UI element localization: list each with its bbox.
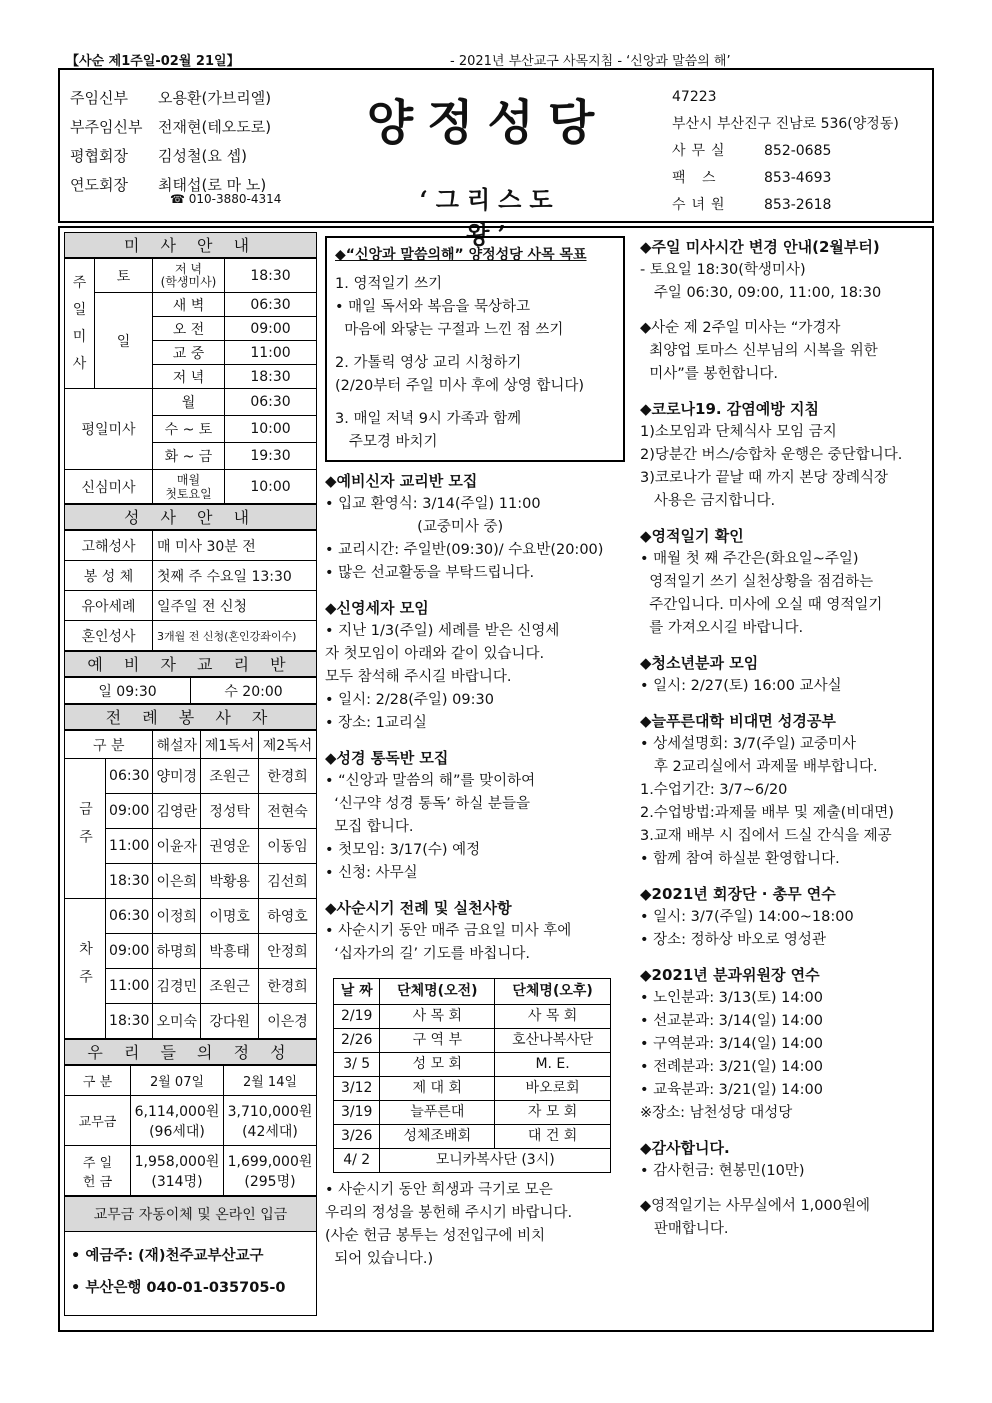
mass-time: 06:30 [225, 389, 317, 416]
notice-line: 1.수업기간: 3/7~6/20 [640, 782, 788, 798]
lent-group: 바오로회 [495, 1077, 611, 1101]
address-block [672, 84, 899, 219]
lent-date: 2/19 [334, 1005, 380, 1029]
notice-line: 3)코로나가 끝날 때 까지 본당 장례식장 [640, 470, 889, 486]
parish-title: 양정성당 [366, 95, 609, 151]
lent-date: 3/26 [334, 1125, 380, 1149]
notice-line: 주일 06:30, 09:00, 11:00, 18:30 [640, 285, 882, 301]
server-name: 이은희 [153, 864, 201, 899]
notice-heading: ◆신영세자 모임 [325, 599, 429, 617]
devotion-mass-label: 신심미사 [65, 470, 153, 504]
contact-label: 수녀원 [672, 197, 731, 213]
notice-line: • 일시: 2/27(토) 16:00 교사실 [640, 678, 842, 694]
lent-date: 2/26 [334, 1029, 380, 1053]
notice-line: 영적일기 쓰기 실천상황을 점검하는 [640, 574, 874, 590]
sacrament-info: 3개월 전 신청(혼인강좌이수) [153, 621, 317, 651]
col-header: 구 분 [65, 1066, 131, 1096]
lent-group: 모니카복사단 (3시) [380, 1149, 611, 1173]
person-name: 오용환(가브리엘) [158, 89, 272, 107]
notice-line: • 사순시기 동안 매주 금요일 미사 후에 [325, 923, 572, 939]
server-name: 박흥태 [201, 934, 259, 969]
lent-note-line: (사순 헌금 봉투는 성전입구에 비치 [325, 1228, 546, 1244]
notice-line: 모두 참석해 주시길 바랍니다. [325, 669, 512, 685]
mass-time: 10:00 [225, 470, 317, 504]
server-name: 하명희 [153, 934, 201, 969]
sacrament-name: 고해성사 [65, 531, 153, 561]
left-column [64, 232, 317, 1316]
parish-patron: ‘그리스도 왕’ [419, 185, 561, 249]
bulletin-date: 【사순 제1주일-02월 21일】 [66, 54, 240, 69]
notice-list [325, 470, 625, 966]
right-column [640, 236, 936, 1253]
class-time: 일 09:30 [65, 678, 191, 704]
sacrament-info: 일주일 전 신청 [153, 591, 317, 621]
contact-number: 853-4693 [764, 170, 832, 186]
notice-section [640, 525, 936, 640]
server-name: 이명호 [201, 899, 259, 934]
notice-line: 사용은 금지합니다. [640, 493, 776, 509]
clergy-list [70, 84, 281, 206]
notice-line: ◆영적일기는 사무실에서 1,000원에 [640, 1198, 870, 1214]
notice-line: • 노인분과: 3/13(토) 14:00 [640, 990, 823, 1006]
notice-line: ‘신구약 성경 통독’ 하실 분들을 [325, 796, 530, 812]
mass-header: 미 사 안 내 [64, 232, 317, 258]
goal-item: (2/20부터 주일 미사 후에 상영 합니다) [335, 378, 585, 394]
notice-heading: ◆예비신자 교리반 모집 [325, 472, 478, 490]
server-name: 한경희 [259, 759, 317, 794]
server-name: 김경민 [153, 969, 201, 1004]
lent-note-line: 우리의 정성을 봉헌해 주시기 바랍니다. [325, 1205, 573, 1221]
mass-type: 오 전 [153, 317, 225, 341]
pastoral-goal-box [325, 236, 625, 462]
mass-time: 11:00 [225, 341, 317, 365]
notice-line: (교중미사 중) [325, 519, 504, 535]
notice-heading: ◆감사합니다. [640, 1139, 730, 1157]
col-header: 제1독서 [201, 731, 259, 759]
weekday: 수 ~ 토 [153, 416, 225, 443]
col-header: 날 짜 [334, 979, 380, 1005]
server-name: 이정희 [153, 899, 201, 934]
notice-line: 주간입니다. 미사에 오실 때 영적일기 [640, 597, 883, 613]
notice-section [325, 470, 625, 585]
lent-group: 제 대 회 [380, 1077, 495, 1101]
mass-time: 06:30 [106, 759, 153, 794]
saturday-label: 토 [95, 259, 153, 293]
notice-section [325, 897, 625, 966]
offering-amount: 6,114,000원 (96세대) [131, 1096, 224, 1146]
catechumen-header: 예 비 자 교 리 반 [64, 651, 317, 677]
notice-heading: ◆주일 미사시간 변경 안내(2월부터) [640, 238, 880, 256]
offering-table [64, 1065, 317, 1196]
contact-number: 852-0685 [764, 143, 832, 159]
notice-heading: ◆늘푸른대학 비대면 성경공부 [640, 712, 836, 730]
col-header: 2월 07일 [131, 1066, 224, 1096]
goal-item: 주모경 바치기 [335, 434, 438, 450]
notice-line: • “신앙과 말씀의 해”를 맞이하여 [325, 773, 536, 789]
notice-heading: ◆청소년분과 모임 [640, 654, 759, 672]
server-name: 김영란 [153, 794, 201, 829]
offering-type: 주 일 헌 금 [65, 1146, 131, 1196]
offering-amount: 1,958,000원 (314명) [131, 1146, 224, 1196]
notice-line: 자 첫모임이 아래와 같이 있습니다. [325, 646, 545, 662]
notice-line: • 상세설명회: 3/7(주일) 교중미사 [640, 736, 856, 752]
goal-list [335, 273, 615, 454]
server-name: 이은경 [259, 1004, 317, 1039]
server-name: 안정희 [259, 934, 317, 969]
notice-heading: ◆성경 통독반 모집 [325, 749, 449, 767]
notice-line: ‘십자가의 길’ 기도를 바칩니다. [325, 946, 530, 962]
weekday-mass-label: 평일미사 [65, 389, 153, 470]
notice-line: • 첫모임: 3/17(수) 예정 [325, 842, 481, 858]
lent-group: M. E. [495, 1053, 611, 1077]
goal-item: 1. 영적일기 쓰기 [335, 276, 443, 292]
lent-group: 성 모 회 [380, 1053, 495, 1077]
diocese-motto: - 2021년 부산교구 사목지침 - ‘신앙과 말씀의 해’ [450, 54, 731, 69]
server-name: 이동임 [259, 829, 317, 864]
notice-section [640, 317, 936, 386]
role-label: 주임신부 [70, 89, 128, 107]
notice-line: • 매월 첫 째 주간은(화요일~주일) [640, 551, 859, 567]
sunday-mass-label: 주 일 미 사 [65, 259, 95, 389]
notice-line: - 토요일 18:30(학생미사) [640, 262, 806, 278]
mass-time: 06:30 [225, 293, 317, 317]
lent-date: 3/19 [334, 1101, 380, 1125]
sacrament-name: 유아세례 [65, 591, 153, 621]
sacrament-name: 혼인성사 [65, 621, 153, 651]
notice-line: • 교육분과: 3/21(일) 14:00 [640, 1082, 823, 1098]
offering-header: 우 리 들 의 정 성 [64, 1039, 317, 1065]
notice-section [325, 747, 625, 885]
notice-section [325, 597, 625, 735]
contact-label: 팩 스 [672, 170, 722, 186]
role-label: 평협회장 [70, 147, 128, 165]
lent-group: 늘푸른대 [380, 1101, 495, 1125]
server-name: 박황용 [201, 864, 259, 899]
notice-line: • 감사헌금: 현봉민(10만) [640, 1163, 805, 1179]
top-line [58, 48, 934, 68]
server-name: 이윤자 [153, 829, 201, 864]
mass-time: 18:30 [225, 365, 317, 389]
lent-group: 사 목 회 [495, 1005, 611, 1029]
col-header: 해설자 [153, 731, 201, 759]
server-name: 양미경 [153, 759, 201, 794]
server-name: 오미숙 [153, 1004, 201, 1039]
notice-line: • 전례분과: 3/21(일) 14:00 [640, 1059, 823, 1075]
mass-time: 09:00 [225, 317, 317, 341]
notice-line: 최양업 토마스 신부님의 시복을 위한 [640, 343, 878, 359]
notice-line: • 지난 1/3(주일) 세례를 받은 신영세 [325, 623, 560, 639]
notice-line: 판매합니다. [640, 1221, 729, 1237]
server-name: 정성탁 [201, 794, 259, 829]
goal-item: 3. 매일 저녁 9시 가족과 함께 [335, 411, 522, 427]
notice-section [640, 652, 936, 698]
sunday-label: 일 [95, 293, 153, 389]
notice-line: 1)소모임과 단체식사 모임 금지 [640, 424, 837, 440]
main-area [58, 226, 934, 1332]
lent-rows [334, 1005, 611, 1149]
contact-number: 853-2618 [764, 197, 832, 213]
notice-section [640, 398, 936, 513]
lent-group: 사 목 회 [380, 1005, 495, 1029]
server-name: 김선희 [259, 864, 317, 899]
lent-group: 성체조배회 [380, 1125, 495, 1149]
mass-time: 18:30 [106, 1004, 153, 1039]
server-name: 한경희 [259, 969, 317, 1004]
catechumen-table [64, 677, 317, 704]
notice-line: 3.교재 배부 시 집에서 드실 간식을 제공 [640, 828, 892, 844]
devotion-day: 매월 첫토요일 [153, 470, 225, 504]
mass-time: 09:00 [106, 794, 153, 829]
notice-line: • 함께 참여 하실분 환영합니다. [640, 851, 840, 867]
lent-note [325, 1179, 625, 1271]
mass-type: 저 녁 (학생미사) [153, 259, 225, 293]
server-name: 전현숙 [259, 794, 317, 829]
col-header: 구 분 [65, 731, 153, 759]
person-name: 전재현(테오도로) [158, 118, 272, 136]
notice-section [640, 236, 936, 305]
auto-transfer-header: 교무금 자동이체 및 온라인 입금 [64, 1196, 317, 1232]
role-label: 연도회장 [70, 176, 128, 194]
notice-heading: ◆영적일기 확인 [640, 527, 744, 545]
notice-heading: ◆코로나19. 감염예방 지침 [640, 400, 819, 418]
notice-line: • 구역분과: 3/14(일) 14:00 [640, 1036, 823, 1052]
account-holder: • 예금주: (재)천주교부산교구 [71, 1248, 264, 1264]
bank-info [64, 1232, 317, 1316]
mass-time: 11:00 [106, 829, 153, 864]
col-header: 2월 14일 [224, 1066, 317, 1096]
lent-group: 대 건 회 [495, 1125, 611, 1149]
lent-table [333, 978, 611, 1173]
lent-date: 3/ 5 [334, 1053, 380, 1077]
account-number: • 부산은행 040-01-035705-0 [71, 1280, 286, 1296]
notice-line: 2)당분간 버스/승합차 운행은 중단합니다. [640, 447, 903, 463]
sacrament-header: 성 사 안 내 [64, 504, 317, 530]
notice-section [640, 964, 936, 1125]
server-name: 강다원 [201, 1004, 259, 1039]
col-header: 단체명(오후) [495, 979, 611, 1005]
server-name: 하영호 [259, 899, 317, 934]
weekday: 월 [153, 389, 225, 416]
notice-line: • 일시: 3/7(주일) 14:00~18:00 [640, 909, 854, 925]
phone-number: ☎ 010-3880-4314 [170, 192, 282, 206]
notice-line: • 많은 선교활동을 부탁드립니다. [325, 565, 535, 581]
weekday: 화 ~ 금 [153, 443, 225, 470]
offering-amount: 1,699,000원 (295명) [224, 1146, 317, 1196]
goal-title: ◆“신앙과 말씀의해” 양정성당 사목 목표 [335, 247, 587, 263]
offering-type: 교무금 [65, 1096, 131, 1146]
offering-amount: 3,710,000원 (42세대) [224, 1096, 317, 1146]
server-name: 권영운 [201, 829, 259, 864]
server-name: 조원근 [201, 759, 259, 794]
middle-column [325, 236, 625, 1271]
notice-line: • 일시: 2/28(주일) 09:30 [325, 692, 494, 708]
mass-time: 18:30 [225, 259, 317, 293]
mass-time: 10:00 [225, 416, 317, 443]
sacrament-info: 매 미사 30분 전 [153, 531, 317, 561]
role-label: 부주임신부 [70, 118, 143, 136]
person-name: 김성철(요 셉) [158, 147, 247, 165]
lent-note-line: • 사순시기 동안 희생과 극기로 모은 [325, 1182, 553, 1198]
week-label: 차주 [65, 899, 106, 1039]
notice-line: 후 2교리실에서 과제물 배부합니다. [640, 759, 878, 775]
lent-note-line: 되어 있습니다.) [325, 1251, 434, 1267]
col-header: 단체명(오전) [380, 979, 495, 1005]
person-name: 최태섭(로 마 노) [158, 176, 267, 194]
street-address: 부산시 부산진구 진남로 536(양정동) [672, 116, 899, 132]
lent-group: 호산나복사단 [495, 1029, 611, 1053]
notice-line: 모집 합니다. [325, 819, 414, 835]
notice-line: ◆사순 제 2주일 미사는 “가경자 [640, 320, 841, 336]
notice-heading: ◆2021년 분과위원장 연수 [640, 966, 820, 984]
notice-section [640, 1195, 936, 1241]
notice-line: ※장소: 남천성당 대성당 [640, 1105, 793, 1121]
mass-type: 새 벽 [153, 293, 225, 317]
goal-item: 마음에 와닿는 구절과 느낀 점 쓰기 [335, 322, 564, 338]
sacrament-info: 첫째 주 수요일 13:30 [153, 561, 317, 591]
mass-time: 19:30 [225, 443, 317, 470]
notice-line: • 입교 환영식: 3/14(주일) 11:00 [325, 496, 541, 512]
col-header: 제2독서 [259, 731, 317, 759]
notice-line: 를 가져오시길 바랍니다. [640, 620, 804, 636]
mass-time: 18:30 [106, 864, 153, 899]
notice-heading: ◆사순시기 전례 및 실천사항 [325, 899, 512, 917]
notice-section [640, 710, 936, 871]
sacrament-name: 봉 성 체 [65, 561, 153, 591]
mass-type: 교 중 [153, 341, 225, 365]
notice-line: • 교리시간: 주일반(09:30)/ 수요반(20:00) [325, 542, 604, 558]
lent-date: 4/ 2 [334, 1149, 380, 1173]
server-name: 조원근 [201, 969, 259, 1004]
notice-line: 미사”를 봉헌합니다. [640, 366, 779, 382]
servers-header: 전 례 봉 사 자 [64, 704, 317, 730]
notice-line: • 신청: 사무실 [325, 865, 418, 881]
week-label: 금주 [65, 759, 106, 899]
goal-item: 2. 가톨릭 영상 교리 시청하기 [335, 355, 522, 371]
mass-schedule-table [64, 258, 317, 504]
mass-time: 11:00 [106, 969, 153, 1004]
notice-line: • 장소: 정하상 바오로 영성관 [640, 932, 826, 948]
mass-type: 저 녁 [153, 365, 225, 389]
mass-time: 06:30 [106, 899, 153, 934]
notice-line: • 선교분과: 3/14(일) 14:00 [640, 1013, 823, 1029]
lent-date: 3/12 [334, 1077, 380, 1101]
class-time: 수 20:00 [191, 678, 317, 704]
zip-code: 47223 [672, 89, 717, 105]
contact-label: 사무실 [672, 143, 731, 159]
lent-group: 구 역 부 [380, 1029, 495, 1053]
lent-group: 자 모 회 [495, 1101, 611, 1125]
servers-table [64, 730, 317, 1039]
goal-item: • 매일 독서와 복음을 묵상하고 [335, 299, 531, 315]
sacrament-table [64, 530, 317, 651]
mass-time: 09:00 [106, 934, 153, 969]
notice-line: 2.수업방법:과제물 배부 및 제출(비대면) [640, 805, 894, 821]
notice-section [640, 883, 936, 952]
notice-heading: ◆2021년 회장단 · 총무 연수 [640, 885, 836, 903]
notice-section [640, 1137, 936, 1183]
notice-line: • 장소: 1교리실 [325, 715, 427, 731]
